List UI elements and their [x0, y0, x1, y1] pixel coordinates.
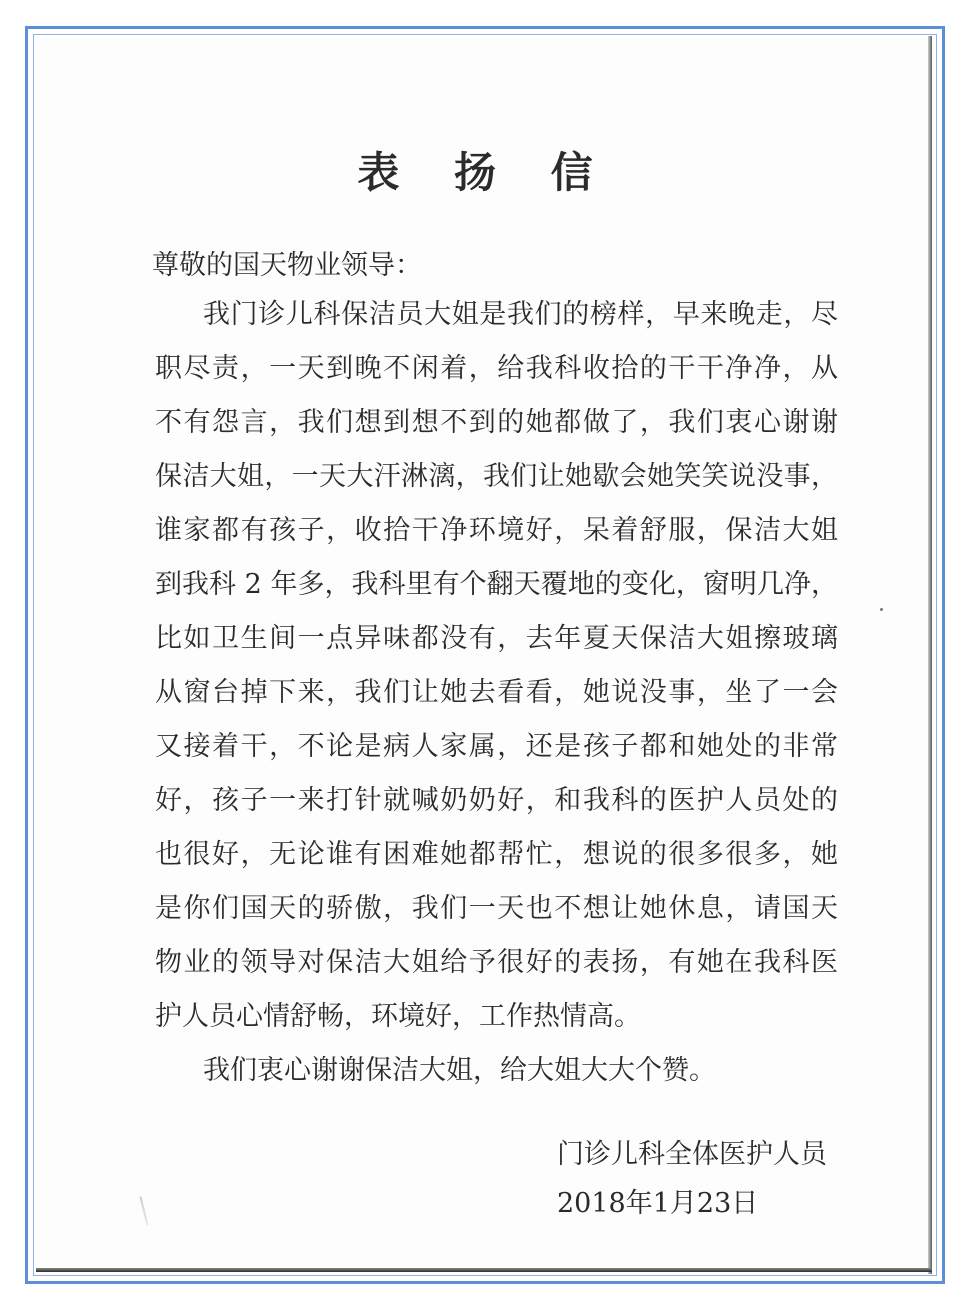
- body-line: 从窗台掉下来，我们让她去看看，她说没事，坐了一会: [155, 677, 838, 708]
- letter-date: 2018年1月23日: [557, 1188, 759, 1219]
- closing-line: 我们衷心谢谢保洁大姐，给大姐大大个赞。: [203, 1055, 716, 1086]
- signature: 门诊儿科全体医护人员: [557, 1139, 827, 1170]
- body-line: 也很好，无论谁有困难她都帮忙，想说的很多很多，她: [155, 839, 838, 870]
- paper-edge-shadow-right: [928, 36, 932, 1274]
- body-line: 护人员心情舒畅，环境好，工作热情高。: [155, 1001, 641, 1032]
- body-line: 职尽责，一天到晚不闲着，给我科收拾的干干净净，从: [155, 353, 838, 384]
- body-line: 不有怨言，我们想到想不到的她都做了，我们衷心谢谢: [155, 407, 838, 438]
- paper-edge-shadow-bottom: [36, 1268, 932, 1272]
- letter-salutation: 尊敬的国天物业领导：: [152, 250, 422, 281]
- body-line: 比如卫生间一点异味都没有，去年夏天保洁大姐擦玻璃: [155, 623, 838, 654]
- body-line: 保洁大姐，一天大汗淋漓，我们让她歇会她笑笑说没事，: [155, 461, 838, 492]
- body-line: 是你们国天的骄傲，我们一天也不想让她休息，请国天: [155, 893, 838, 924]
- body-line: 谁家都有孩子，收拾干净环境好，呆着舒服，保洁大姐: [155, 515, 838, 546]
- body-line: 好，孩子一来打针就喊奶奶好，和我科的医护人员处的: [155, 785, 838, 816]
- body-line: 我门诊儿科保洁员大姐是我们的榜样，早来晚走，尽: [203, 299, 838, 330]
- letter-title: 表 扬 信: [357, 148, 613, 197]
- body-line: 又接着干，不论是病人家属，还是孩子都和她处的非常: [155, 731, 838, 762]
- scan-speck: [880, 608, 883, 611]
- body-line: 物业的领导对保洁大姐给予很好的表扬，有她在我科医: [155, 947, 838, 978]
- body-line: 到我科 2 年多，我科里有个翻天覆地的变化，窗明几净，: [155, 569, 838, 600]
